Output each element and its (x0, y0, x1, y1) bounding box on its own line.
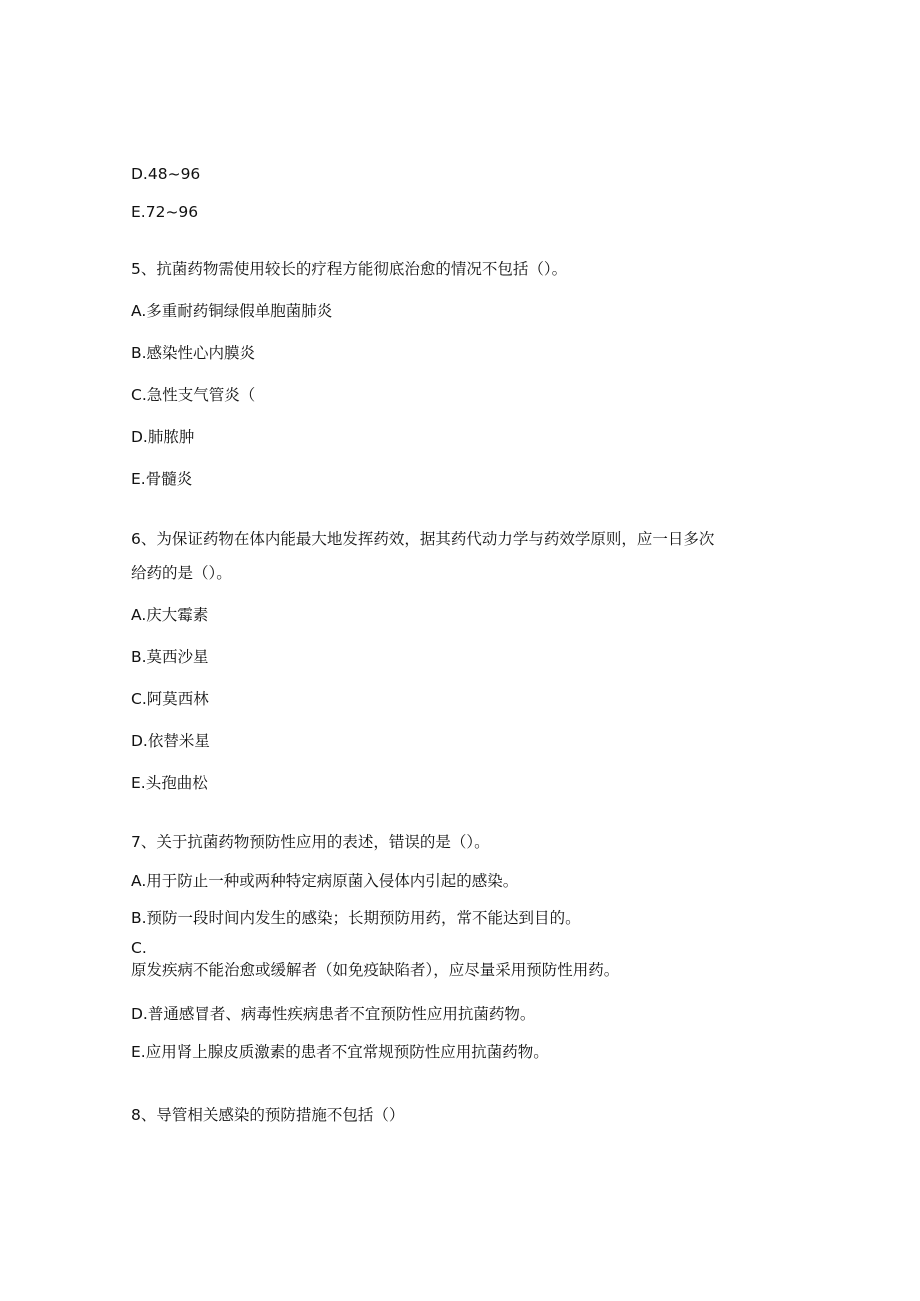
q8-stem: 8、导管相关感染的预防措施不包括（） (131, 1106, 405, 1124)
q5-stem: 5、抗菌药物需使用较长的疗程方能彻底治愈的情况不包括（）。 (131, 260, 568, 278)
q7-option-a: A.用于防止一种或两种特定病原菌入侵体内引起的感染。 (131, 872, 519, 890)
q7-option-b: B.预防一段时间内发生的感染；长期预防用药，常不能达到目的。 (131, 909, 581, 927)
q6-option-b: B.莫西沙星 (131, 648, 209, 666)
q4-option-e: E.72~96 (131, 203, 199, 221)
q7-option-c-text: 原发疾病不能治愈或缓解者（如免疫缺陷者），应尽量采用预防性用药。 (131, 961, 620, 979)
q6-stem-line-2: 给药的是（）。 (131, 564, 232, 582)
q6-option-c: C.阿莫西林 (131, 690, 209, 708)
q7-option-d: D.普通感冒者、病毒性疾病患者不宜预防性应用抗菌药物。 (131, 1005, 536, 1023)
q7-option-e: E.应用肾上腺皮质激素的患者不宜常规预防性应用抗菌药物。 (131, 1043, 549, 1061)
q7-stem: 7、关于抗菌药物预防性应用的表述，错误的是（）。 (131, 833, 490, 851)
q5-option-a: A.多重耐药铜绿假单胞菌肺炎 (131, 302, 333, 320)
q6-stem-line-1: 6、为保证药物在体内能最大地发挥药效，据其药代动力学与药效学原则，应一日多次 (131, 530, 715, 548)
q6-option-e: E.头孢曲松 (131, 774, 208, 792)
q4-option-d: D.48~96 (131, 165, 201, 183)
q5-option-e: E.骨髓炎 (131, 470, 193, 488)
q5-option-c: C.急性支气管炎（ (131, 386, 256, 404)
q6-option-a: A.庆大霉素 (131, 606, 209, 624)
q6-option-d: D.依替米星 (131, 732, 210, 750)
q7-option-c-label: C. (131, 939, 147, 957)
q5-option-d: D.肺脓肿 (131, 428, 195, 446)
q5-option-b: B.感染性心内膜炎 (131, 344, 256, 362)
